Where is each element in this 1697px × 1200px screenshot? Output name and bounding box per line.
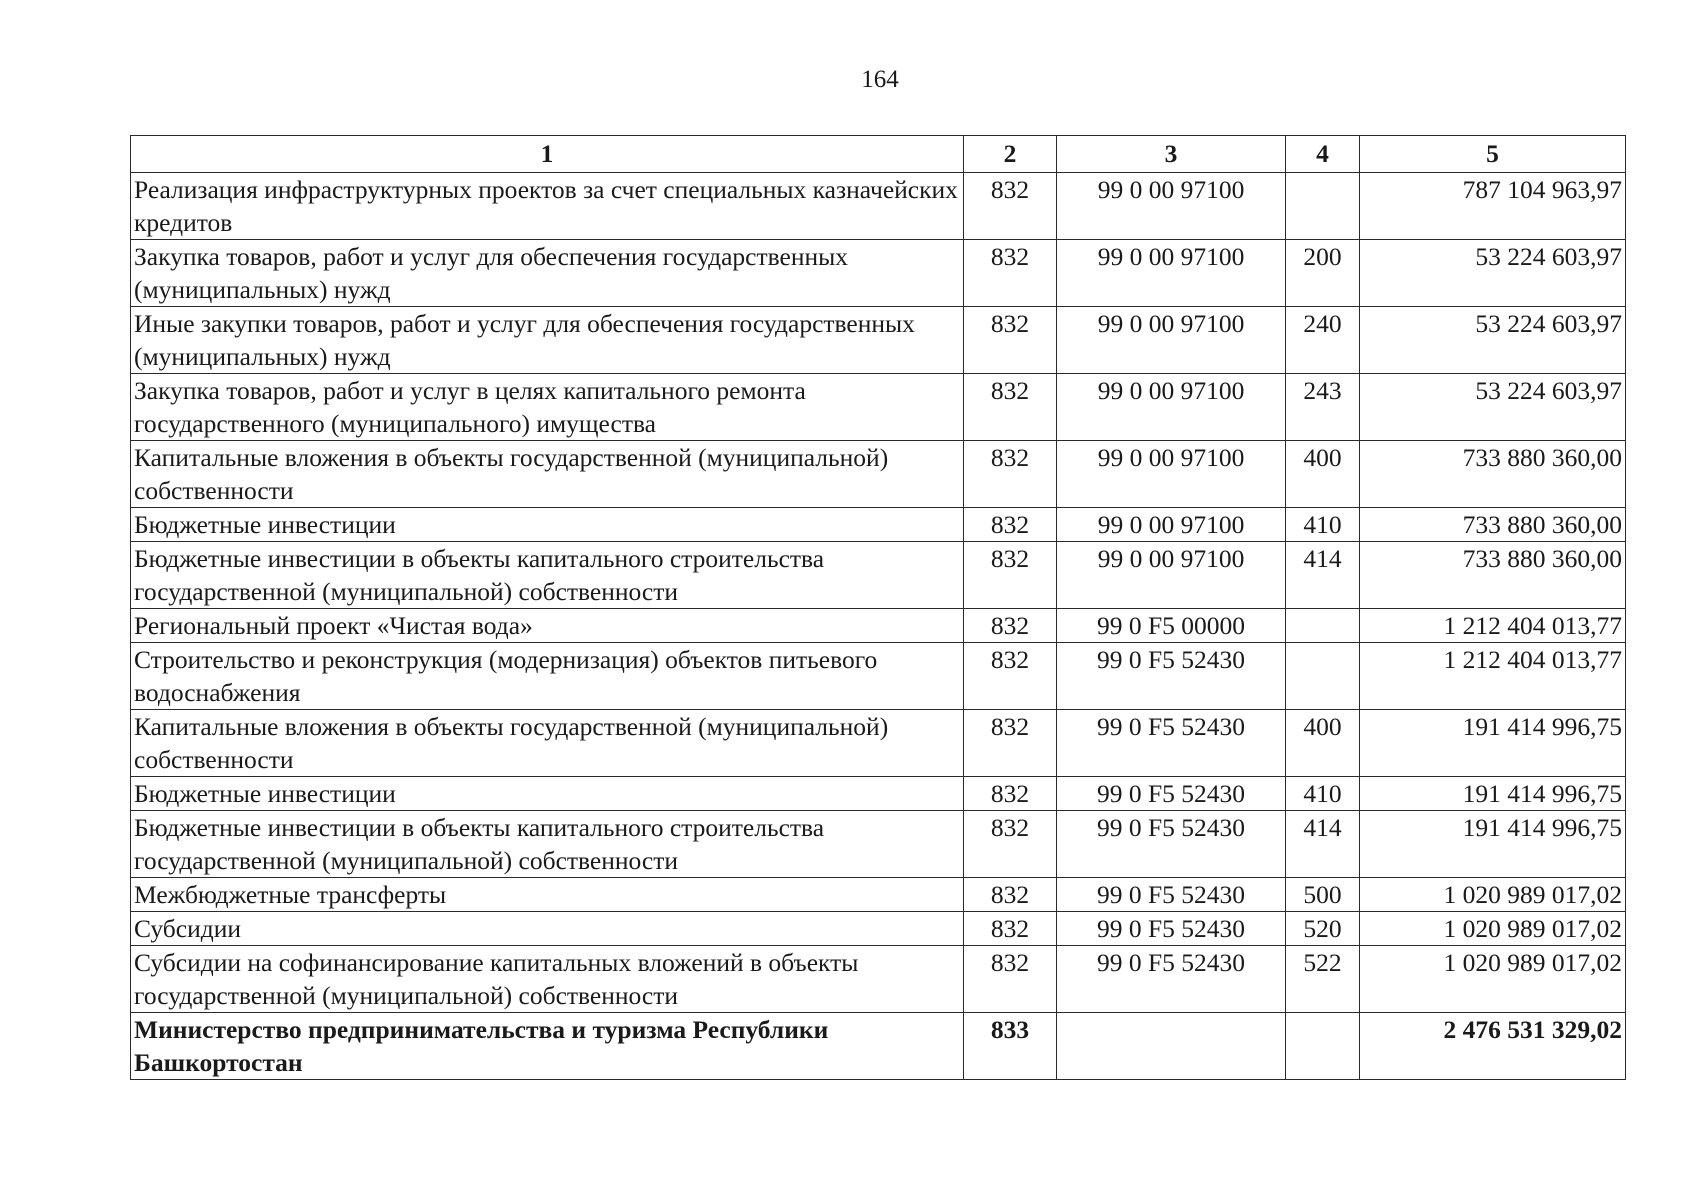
row-code-cell: 832 xyxy=(964,374,1057,441)
row-code-cell: 832 xyxy=(964,878,1057,912)
budget-table xyxy=(130,135,1626,1080)
row-amount-cell: 1 212 404 013,77 xyxy=(1360,643,1626,710)
row-target-article-cell: 99 0 00 97100 xyxy=(1057,542,1286,609)
table-row xyxy=(131,307,1626,374)
row-name-cell: Субсидии на софинансирование капитальных вложений в объекты государственной (муниципальной) собственности xyxy=(131,946,964,1013)
row-expense-type-cell xyxy=(1286,1013,1360,1080)
row-target-article-cell: 99 0 F5 52430 xyxy=(1057,878,1286,912)
row-expense-type-cell: 400 xyxy=(1286,441,1360,508)
table-row xyxy=(131,508,1626,542)
row-amount-cell: 191 414 996,75 xyxy=(1360,710,1626,777)
row-target-article-cell: 99 0 00 97100 xyxy=(1057,173,1286,240)
row-target-article-cell: 99 0 F5 52430 xyxy=(1057,811,1286,878)
row-target-article-cell: 99 0 F5 52430 xyxy=(1057,710,1286,777)
row-name-cell: Реализация инфраструктурных проектов за счет специальных казначейских кредитов xyxy=(131,173,964,240)
row-target-article-cell: 99 0 00 97100 xyxy=(1057,374,1286,441)
row-name-cell: Капитальные вложения в объекты государственной (муниципальной) собственности xyxy=(131,710,964,777)
table-row xyxy=(131,240,1626,307)
row-target-article-cell xyxy=(1057,1013,1286,1080)
row-code-cell: 832 xyxy=(964,609,1057,643)
row-amount-cell: 787 104 963,97 xyxy=(1360,173,1626,240)
row-code-cell: 832 xyxy=(964,441,1057,508)
table-row xyxy=(131,441,1626,508)
row-amount-cell: 733 880 360,00 xyxy=(1360,508,1626,542)
row-name-cell: Межбюджетные трансферты xyxy=(131,878,964,912)
row-target-article-cell: 99 0 00 97100 xyxy=(1057,240,1286,307)
row-expense-type-cell: 200 xyxy=(1286,240,1360,307)
row-amount-cell: 191 414 996,75 xyxy=(1360,777,1626,811)
table-row xyxy=(131,643,1626,710)
row-target-article-cell: 99 0 F5 52430 xyxy=(1057,643,1286,710)
table-row xyxy=(131,609,1626,643)
row-code-cell: 832 xyxy=(964,240,1057,307)
table-row xyxy=(131,946,1626,1013)
row-name-cell: Бюджетные инвестиции в объекты капитального строительства государственной (муниципальной) собственности xyxy=(131,811,964,878)
row-expense-type-cell xyxy=(1286,173,1360,240)
table-body xyxy=(131,173,1626,1080)
row-name-cell: Бюджетные инвестиции xyxy=(131,777,964,811)
row-expense-type-cell: 500 xyxy=(1286,878,1360,912)
row-expense-type-cell: 410 xyxy=(1286,508,1360,542)
row-amount-cell: 2 476 531 329,02 xyxy=(1360,1013,1626,1080)
row-name-cell: Бюджетные инвестиции в объекты капитального строительства государственной (муниципальной) собственности xyxy=(131,542,964,609)
table-row xyxy=(131,542,1626,609)
row-expense-type-cell: 520 xyxy=(1286,912,1360,946)
row-name-cell: Субсидии xyxy=(131,912,964,946)
row-code-cell: 832 xyxy=(964,508,1057,542)
row-name-cell: Строительство и реконструкция (модернизация) объектов питьевого водоснабжения xyxy=(131,643,964,710)
row-code-cell: 832 xyxy=(964,307,1057,374)
row-name-cell: Закупка товаров, работ и услуг в целях капитального ремонта государственного (муниципального) имущества xyxy=(131,374,964,441)
row-amount-cell: 1 020 989 017,02 xyxy=(1360,946,1626,1013)
row-target-article-cell: 99 0 00 97100 xyxy=(1057,307,1286,374)
table-row xyxy=(131,777,1626,811)
row-code-cell: 832 xyxy=(964,710,1057,777)
row-target-article-cell: 99 0 F5 00000 xyxy=(1057,609,1286,643)
row-expense-type-cell: 240 xyxy=(1286,307,1360,374)
row-expense-type-cell xyxy=(1286,609,1360,643)
row-name-cell: Капитальные вложения в объекты государственной (муниципальной) собственности xyxy=(131,441,964,508)
row-amount-cell: 191 414 996,75 xyxy=(1360,811,1626,878)
row-expense-type-cell: 414 xyxy=(1286,811,1360,878)
row-name-cell: Региональный проект «Чистая вода» xyxy=(131,609,964,643)
row-target-article-cell: 99 0 00 97100 xyxy=(1057,508,1286,542)
column-header-1: 1 xyxy=(131,136,964,173)
row-amount-cell: 733 880 360,00 xyxy=(1360,542,1626,609)
row-amount-cell: 733 880 360,00 xyxy=(1360,441,1626,508)
row-amount-cell: 53 224 603,97 xyxy=(1360,307,1626,374)
column-header-5: 5 xyxy=(1360,136,1626,173)
row-code-cell: 832 xyxy=(964,173,1057,240)
page-number: 164 xyxy=(861,66,899,93)
column-header-2: 2 xyxy=(964,136,1057,173)
table-row xyxy=(131,912,1626,946)
row-amount-cell: 53 224 603,97 xyxy=(1360,374,1626,441)
row-name-cell: Иные закупки товаров, работ и услуг для обеспечения государственных (муниципальных) нужд xyxy=(131,307,964,374)
table-row xyxy=(131,710,1626,777)
row-code-cell: 832 xyxy=(964,643,1057,710)
row-amount-cell: 1 020 989 017,02 xyxy=(1360,912,1626,946)
table-row xyxy=(131,1013,1626,1080)
row-name-cell: Закупка товаров, работ и услуг для обеспечения государственных (муниципальных) нужд xyxy=(131,240,964,307)
table-row xyxy=(131,878,1626,912)
row-code-cell: 833 xyxy=(964,1013,1057,1080)
table-row xyxy=(131,811,1626,878)
row-expense-type-cell: 414 xyxy=(1286,542,1360,609)
row-code-cell: 832 xyxy=(964,777,1057,811)
row-code-cell: 832 xyxy=(964,542,1057,609)
row-amount-cell: 53 224 603,97 xyxy=(1360,240,1626,307)
row-code-cell: 832 xyxy=(964,946,1057,1013)
row-name-cell: Министерство предпринимательства и туризма Республики Башкортостан xyxy=(131,1013,964,1080)
row-name-cell: Бюджетные инвестиции xyxy=(131,508,964,542)
row-expense-type-cell: 400 xyxy=(1286,710,1360,777)
row-code-cell: 832 xyxy=(964,912,1057,946)
table-row xyxy=(131,173,1626,240)
row-amount-cell: 1 212 404 013,77 xyxy=(1360,609,1626,643)
row-target-article-cell: 99 0 F5 52430 xyxy=(1057,777,1286,811)
row-expense-type-cell xyxy=(1286,643,1360,710)
row-code-cell: 832 xyxy=(964,811,1057,878)
table-header-row xyxy=(131,136,1626,173)
row-expense-type-cell: 243 xyxy=(1286,374,1360,441)
row-expense-type-cell: 522 xyxy=(1286,946,1360,1013)
row-target-article-cell: 99 0 F5 52430 xyxy=(1057,946,1286,1013)
row-expense-type-cell: 410 xyxy=(1286,777,1360,811)
table-row xyxy=(131,374,1626,441)
row-amount-cell: 1 020 989 017,02 xyxy=(1360,878,1626,912)
column-header-3: 3 xyxy=(1057,136,1286,173)
column-header-4: 4 xyxy=(1286,136,1360,173)
row-target-article-cell: 99 0 F5 52430 xyxy=(1057,912,1286,946)
row-target-article-cell: 99 0 00 97100 xyxy=(1057,441,1286,508)
